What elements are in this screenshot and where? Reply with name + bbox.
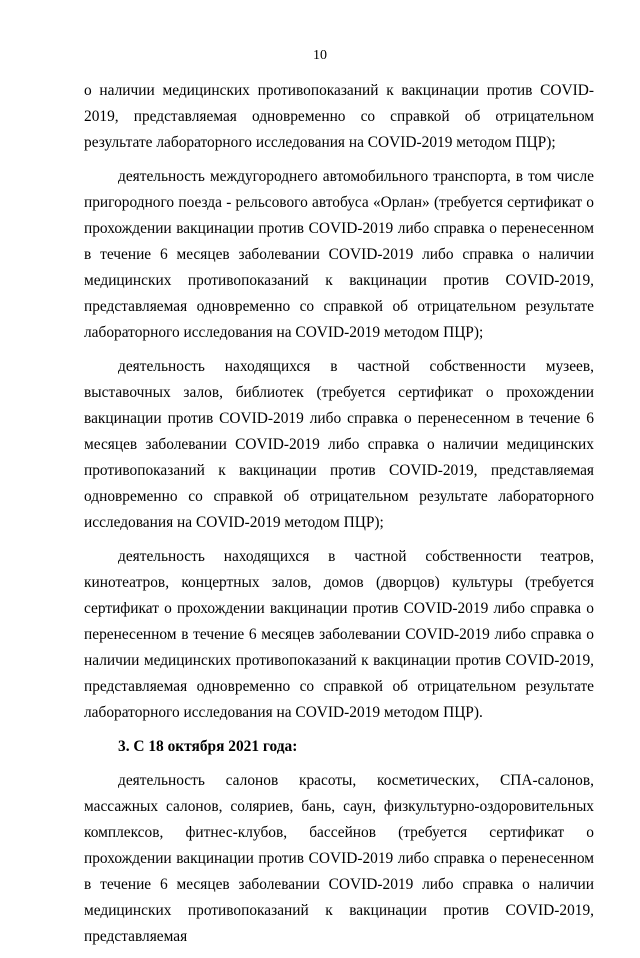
paragraph-continuation: о наличии медицинских противопоказаний к вакцинации против COVID-2019, представляемая одновременно со справкой об отрицательном результате лабораторного исследования на COVID-2019 методом ПЦР); bbox=[84, 82, 594, 151]
paragraph-beauty-salons: деятельность салонов красоты, косметических, СПА-салонов, массажных салонов, соляриев, бань, саун, физкультурно-оздоровительных комплексов, фитнес-клубов, бассейнов (требуется сертификат о прохождении вакцинации против COVID-2019 либо справка о перенесенном в течение 6 месяцев заболевании COVID-2019 либо справка о наличии медицинских противопоказаний к вакцинации против COVID-2019, представляемая bbox=[84, 772, 594, 945]
section-heading-october-18: 3. С 18 октября 2021 года: bbox=[118, 738, 298, 755]
document-body bbox=[84, 78, 594, 958]
page-number: 10 bbox=[313, 48, 327, 63]
paragraph-intercity-transport: деятельность междугороднего автомобильного транспорта, в том числе пригородного поезда - рельсового автобуса «Орлан» (требуется сертификат о прохождении вакцинации против COVID-2019 либо справка о перенесенном в течение 6 месяцев заболевании COVID-2019 либо справка о наличии медицинских противопоказаний к вакцинации против COVID-2019, представляемая одновременно со справкой об отрицательном результате лабораторного исследования на COVID-2019 методом ПЦР); bbox=[84, 168, 594, 341]
paragraph-private-theatres: деятельность находящихся в частной собственности театров, кинотеатров, концертных залов, домов (дворцов) культуры (требуется сертификат о прохождении вакцинации против COVID-2019 либо справка о перенесенном в течение 6 месяцев заболевании COVID-2019 либо справка о наличии медицинских противопоказаний к вакцинации против COVID-2019, представляемая одновременно со справкой об отрицательном результате лабораторного исследования на COVID-2019 методом ПЦР). bbox=[84, 548, 594, 721]
paragraph-private-museums: деятельность находящихся в частной собственности музеев, выставочных залов, библиотек (требуется сертификат о прохождении вакцинации против COVID-2019 либо справка о перенесенном в течение 6 месяцев заболевании COVID-2019 либо справка о наличии медицинских противопоказаний к вакцинации против COVID-2019, представляемая одновременно со справкой об отрицательном результате лабораторного исследования на COVID-2019 методом ПЦР); bbox=[84, 358, 594, 531]
